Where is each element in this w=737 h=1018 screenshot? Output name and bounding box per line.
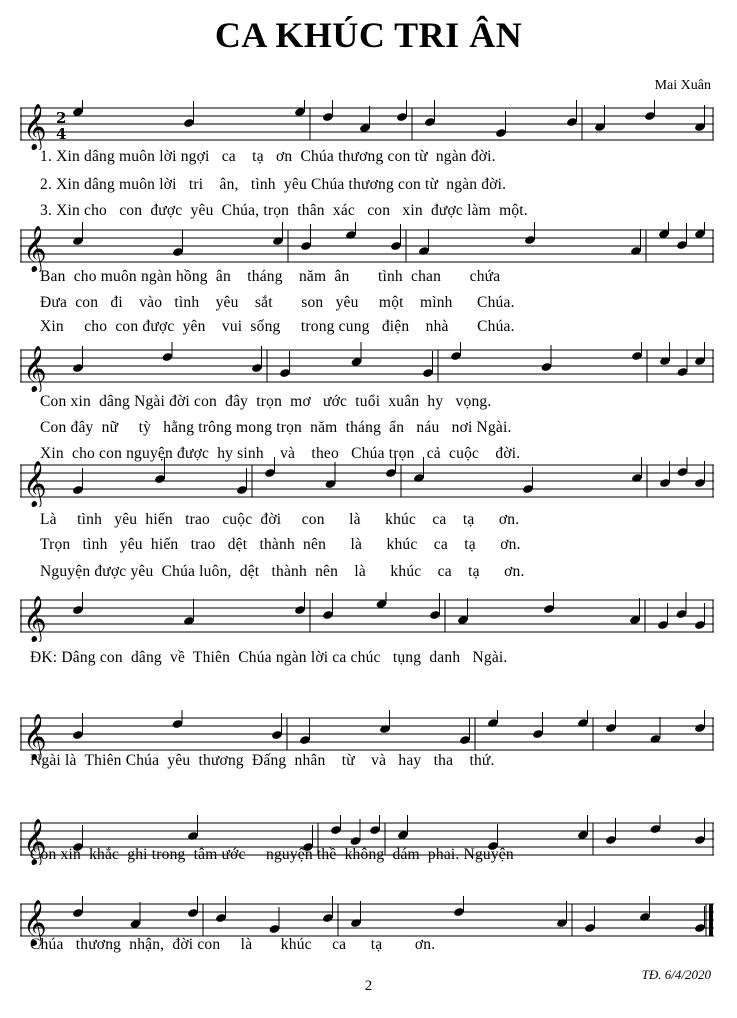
lyric-line: Đưa con đi vào tình yêu sắt son yêu một mình Chúa. (40, 294, 515, 311)
time-signature-bottom: 4 (56, 125, 67, 143)
lyric-line: Ngài là Thiên Chúa yêu thương Đấng nhân từ và hay tha thứ. (30, 752, 495, 769)
lyric-line: Là tình yêu hiến trao cuộc đời con là khúc ca tạ ơn. (40, 511, 520, 528)
lyric-line: ĐK: Dâng con dâng về Thiên Chúa ngàn lời ca chúc tụng danh Ngài. (30, 649, 508, 666)
lyric-line: Nguyện được yêu Chúa luôn, dệt thành nên là khúc ca tạ ơn. (40, 563, 525, 580)
lyric-line: Con đây nữ tỳ hằng trông mong trọn năm tháng ẩn náu nơi Ngài. (40, 419, 512, 436)
date-note: TĐ. 6/4/2020 (641, 967, 711, 982)
lyric-line: Con xin dâng Ngài đời con đây trọn mơ ước tuổi xuân hy vọng. (40, 393, 492, 410)
treble-clef-icon: 𝄞 (23, 346, 47, 392)
treble-clef-icon: 𝄞 (23, 226, 47, 272)
page-number: 2 (364, 978, 373, 994)
composer-name: Mai Xuân (654, 78, 711, 93)
treble-clef-icon: 𝄞 (23, 819, 47, 865)
lyric-line: 1. Xin dâng muôn lời ngợi ca tạ ơn Chúa thương con từ ngàn đời. (40, 148, 496, 165)
treble-clef-icon: 𝄞 (23, 596, 47, 642)
time-signature-top: 2 (56, 109, 67, 127)
staff-system-4 (20, 457, 714, 507)
lyric-line: 3. Xin cho con được yêu Chúa, trọn thân xác con xin được làm một. (40, 202, 528, 219)
staff-system-1 (20, 100, 714, 150)
staff-system-5 (20, 592, 714, 642)
song-title: CA KHÚC TRI ÂN (214, 15, 523, 55)
lyric-line: Trọn tình yêu hiến trao dệt thành nên là khúc ca tạ ơn. (40, 536, 521, 553)
lyric-line: Xin cho con nguyện được hy sinh và theo Chúa trọn cả cuộc đời. (40, 445, 521, 462)
lyric-line: Con xin khắc ghi trong tâm ước nguyện thề không dám phai. Nguyện (30, 846, 514, 863)
treble-clef-icon: 𝄞 (23, 900, 47, 946)
treble-clef-icon: 𝄞 (23, 104, 47, 150)
treble-clef-icon: 𝄞 (23, 461, 47, 507)
treble-clef-icon: 𝄞 (23, 714, 47, 760)
lyric-line: 2. Xin dâng muôn lời tri ân, tình yêu Chúa thương con từ ngàn đời. (40, 176, 507, 193)
lyric-line: Ban cho muôn ngàn hồng ân tháng năm ân tình chan chứa (40, 268, 501, 285)
staff-system-3 (20, 342, 714, 392)
lyric-line: Chúa thương nhận, đời con là khúc ca tạ ơn. (30, 936, 436, 953)
lyric-line: Xin cho con được yên vui sống trong cung điện nhà Chúa. (40, 318, 515, 335)
staff-system-2 (20, 222, 714, 272)
